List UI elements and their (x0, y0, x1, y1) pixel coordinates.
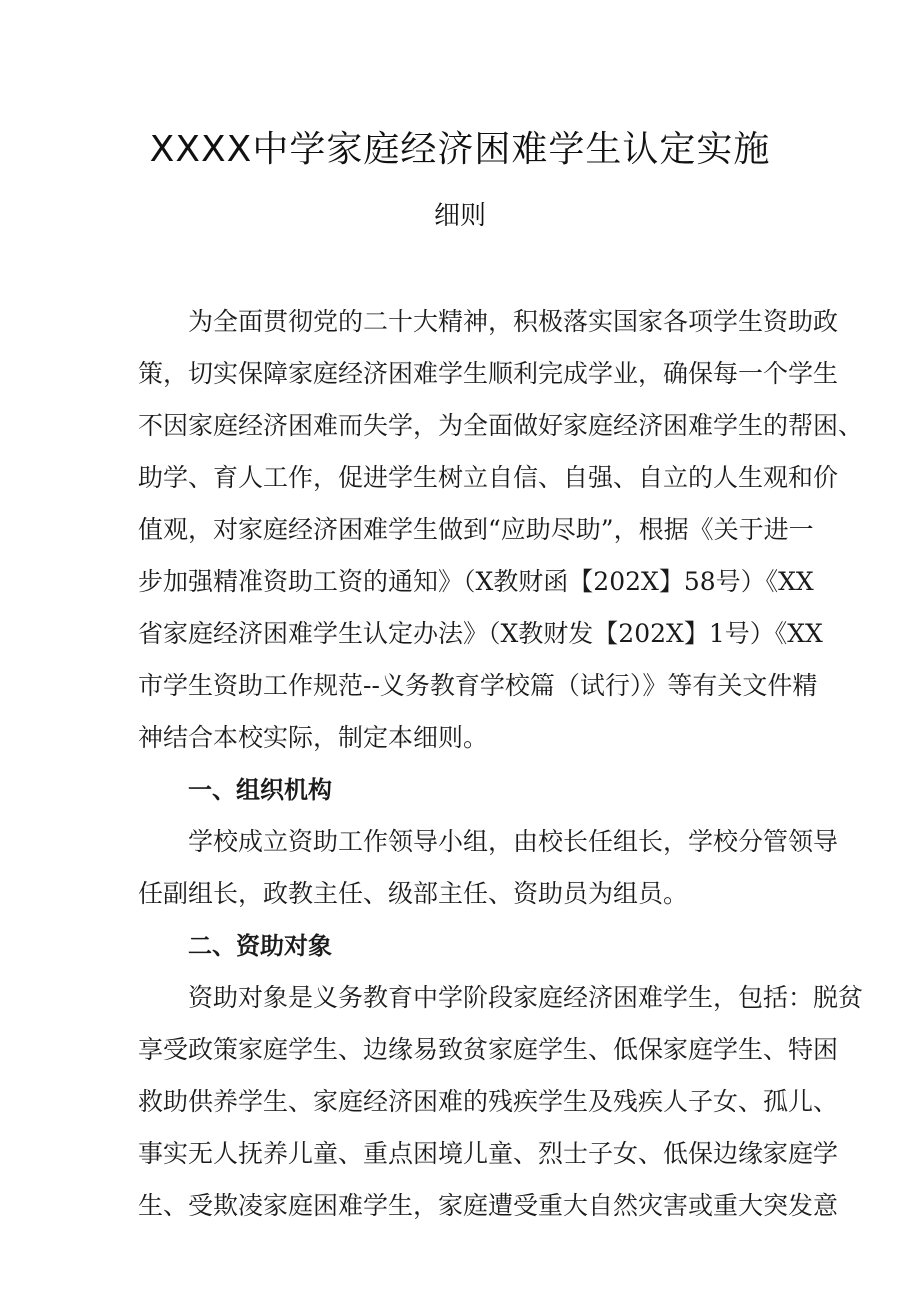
recipients-paragraph (138, 972, 864, 1232)
paragraph-line: 步加强精准资助工资的通知》（X教财函【202X】58号）《XX (138, 567, 814, 596)
paragraph-line: 资助对象是义务教育中学阶段家庭经济困难学生，包括：脱贫 (188, 983, 864, 1012)
document-body (138, 296, 864, 1232)
paragraph-line: 不因家庭经济困难而失学，为全面做好家庭经济困难学生的帮困、 (138, 411, 864, 440)
paragraph-line: 值观，对家庭经济困难学生做到“应助尽助”，根据《关于进一 (138, 515, 814, 544)
section-heading-recipients: 二、资助对象 (188, 932, 332, 960)
paragraph-line: 学校成立资助工作领导小组，由校长任组长，学校分管领导 (188, 827, 839, 856)
paragraph-line: 救助供养学生、家庭经济困难的残疾学生及残疾人子女、孤儿、 (138, 1087, 839, 1116)
paragraph-line: 神结合本校实际，制定本细则。 (138, 723, 489, 752)
paragraph-line: 享受政策家庭学生、边缘易致贫家庭学生、低保家庭学生、特困 (138, 1035, 839, 1064)
paragraph-line: 省家庭经济困难学生认定办法》（X教财发【202X】1号）《XX (138, 619, 823, 648)
intro-paragraph (138, 296, 864, 764)
paragraph-line: 为全面贯彻党的二十大精神，积极落实国家各项学生资助政 (188, 307, 839, 336)
paragraph-line: 市学生资助工作规范--义务教育学校篇（试行）》等有关文件精 (138, 671, 818, 700)
document-title: XXXX中学家庭经济困难学生认定实施 (149, 129, 771, 170)
paragraph-line: 生、受欺凌家庭困难学生，家庭遭受重大自然灾害或重大突发意 (138, 1191, 839, 1220)
paragraph-line: 助学、育人工作，促进学生树立自信、自强、自立的人生观和价 (138, 463, 839, 492)
organization-paragraph (138, 816, 839, 920)
paragraph-line: 事实无人抚养儿童、重点困境儿童、烈士子女、低保边缘家庭学 (138, 1139, 839, 1168)
paragraph-line: 策，切实保障家庭经济困难学生顺利完成学业，确保每一个学生 (138, 359, 839, 388)
section-heading-organization: 一、组织机构 (188, 776, 332, 804)
document-subtitle: 细则 (433, 201, 486, 231)
paragraph-line: 任副组长，政教主任、级部主任、资助员为组员。 (138, 879, 689, 908)
